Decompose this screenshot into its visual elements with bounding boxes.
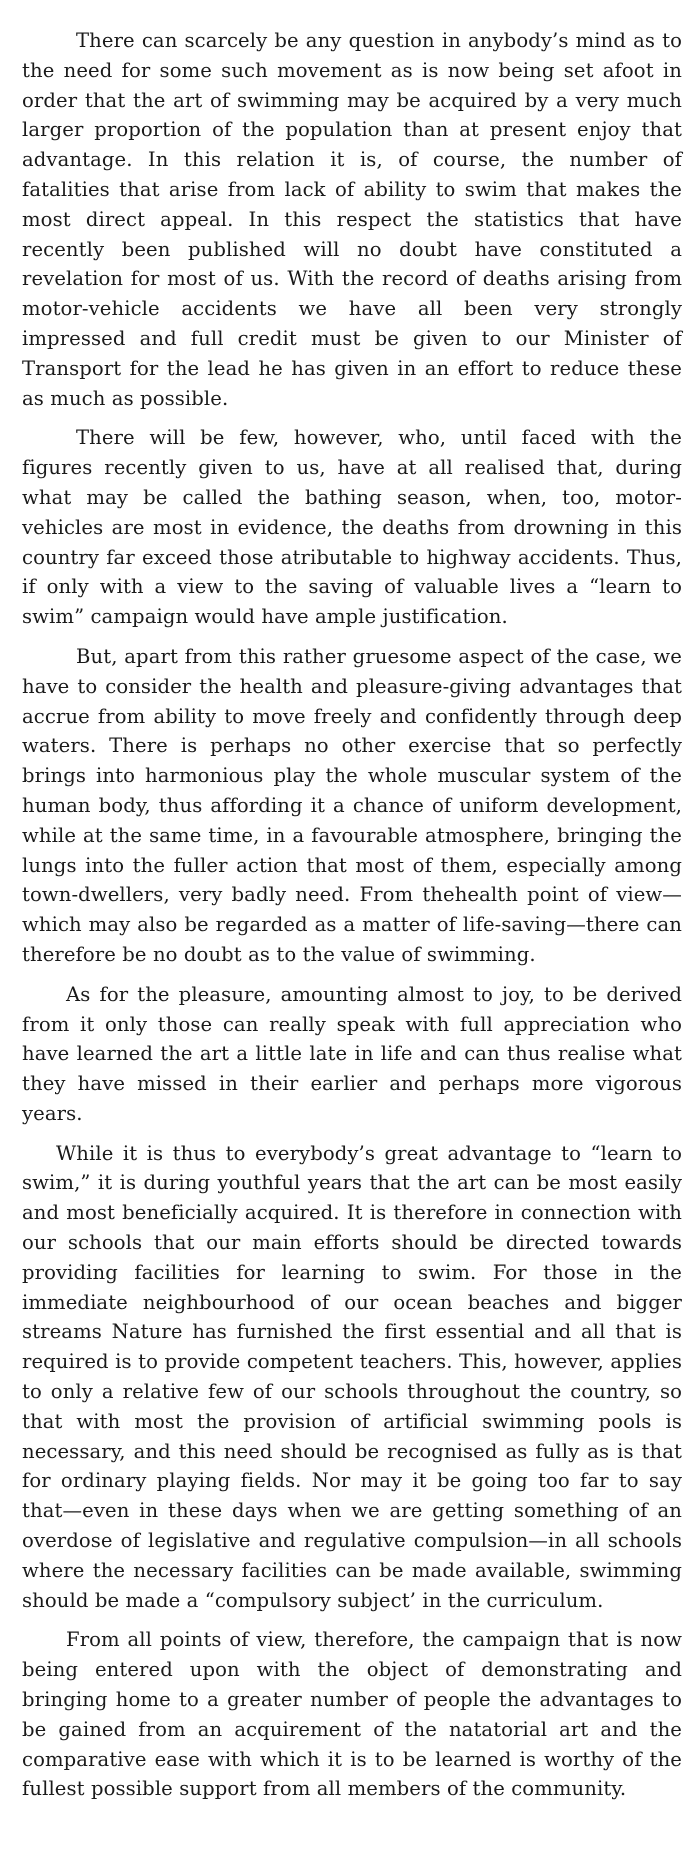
- paragraph-4: As for the pleasure, amounting almost to joy, to be derived from it only those can really speak with full appreciation who have learned the art a little late in life and can thus realise what they have missed in their earlier and perhaps more vigorous years.: [22, 982, 682, 1125]
- paragraph-3: But, apart from this rather gruesome aspect of the case, we have to consider the health and pleasure-giving advantages that accrue from ability to move freely and confidently through deep waters. There is perhaps no other exercise that so perfectly brings into harmonious play the whole muscular system of the human body, thus affording it a chance of uniform development, while at the same time, in a favourable atmosphere, bringing the lungs into the fuller action that most of them, especially among town-dwellers, very badly need. From thehealth point of view—which may also be regarded as a matter of life-saving—there can therefore be no doubt as to the value of swimming.: [22, 644, 682, 966]
- paragraph-2: There will be few, however, who, until faced with the figures recently given to us, have at all realised that, during what may be called the bathing season, when, too, motor-vehicles are most in evidence, the deaths from drowning in this country far exceed those atributable to highway accidents. Thus, if only with a view to the saving of valuable lives a “learn to swim” campaign would have ample justification.: [22, 426, 682, 629]
- paragraph-6: From all points of view, therefore, the campaign that is now being entered upon with the object of demonstrating and bringing home to a greater number of people the advantages to be gained from an acquirement of the natatorial art and the comparative ease with which it is to be learned is worthy of the fullest possible support from all members of the community.: [22, 1628, 682, 1801]
- paragraph-5: While it is thus to everybody’s great advantage to “learn to swim,” it is during youthful years that the art can be most easily and most beneficially acquired. It is therefore in connection with our schools that our main efforts should be directed towards providing facilities for learning to swim. For those in the immediate neighbourhood of our ocean beaches and bigger streams Nature has furnished the first essential and all that is required is to provide competent teachers. This, however, applies to only a relative few of our schools throughout the country, so that with most the provision of artificial swimming pools is necessary, and this need should be recognised as fully as is that for ordinary playing fields. Nor may it be going too far to say that—even in these days when we are getting something of an overdose of legislative and regulative compulsion—in all schools where the necessary facilities can be made available, swimming should be made a “compulsory subject’ in the curriculum.: [22, 1141, 682, 1612]
- paragraph-1: There can scarcely be any question in anybody’s mind as to the need for some such movement as is now being set afoot in order that the art of swimming may be acquired by a very much larger proportion of the population than at present enjoy that advantage. In this relation it is, of course, the number of fatalities that arise from lack of ability to swim that makes the most direct appeal. In this respect the statistics that have recently been published will no doubt have constituted a revelation for most of us. With the record of deaths arising from motor-vehicle accidents we have all been very strongly impressed and full credit must be given to our Minister of Transport for the lead he has given in an effort to reduce these as much as possible.: [22, 29, 682, 410]
